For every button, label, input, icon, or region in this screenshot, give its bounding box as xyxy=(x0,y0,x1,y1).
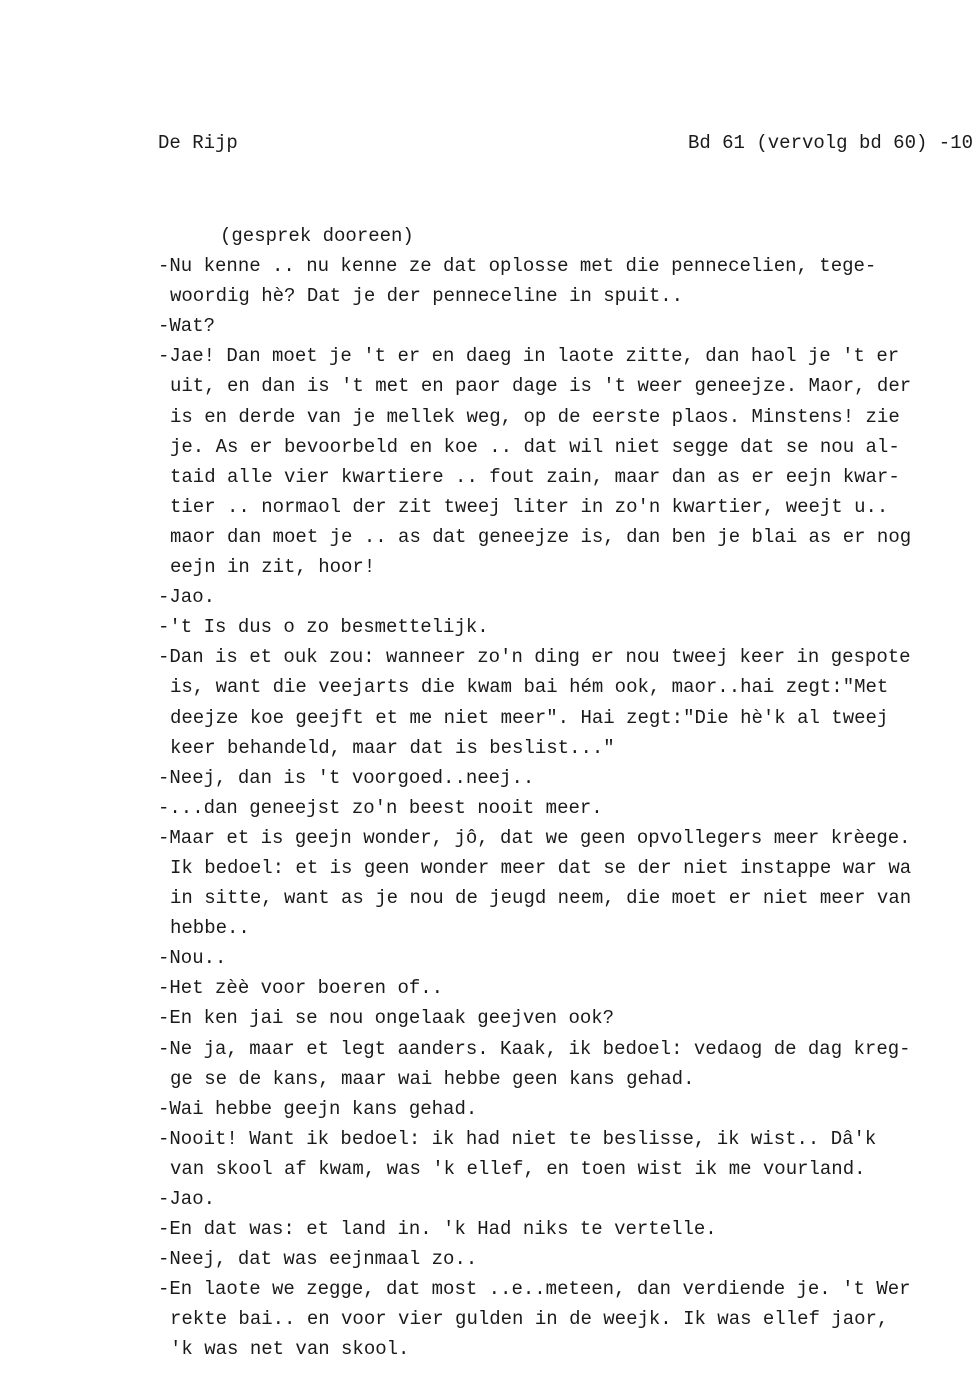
transcript-line: Ik bedoel: et is geen wonder meer dat se der niet instappe war wa xyxy=(170,856,912,879)
transcript-line: -Ne ja, maar et legt aanders. Kaak, ik bedoel: vedaog de dag kreg- xyxy=(158,1037,911,1060)
transcript-line: -Nooit! Want ik bedoel: ik had niet te beslisse, ik wist.. Dâ'k xyxy=(158,1127,877,1150)
transcript-line: -En laote we zegge, dat most ..e..meteen, dan verdiende je. 't Wer xyxy=(158,1278,911,1301)
transcript-line: -Neej, dan is 't voorgoed..neej.. xyxy=(158,766,535,789)
transcript-line: van skool af kwam, was 'k ellef, en toen wist ik me vourland. xyxy=(170,1157,866,1180)
transcript-line: -Neej, dat was eejnmaal zo.. xyxy=(158,1248,478,1271)
transcript-line: is en derde van je mellek weg, op de eerste plaos. Minstens! zie xyxy=(170,405,900,428)
transcript-line: -Maar et is geejn wonder, jô, dat we geen opvollegers meer krèege. xyxy=(158,826,911,849)
place-name: De Rijp xyxy=(158,132,238,154)
transcript-line: taid alle vier kwartiere .. fout zain, maar dan as er eejn kwar- xyxy=(170,465,900,488)
transcript-line: -Jao. xyxy=(158,586,216,609)
transcript-line: eejn in zit, hoor! xyxy=(170,556,376,579)
transcript-line: keer behandeld, maar dat is beslist..." xyxy=(170,736,615,759)
transcript-line: rekte bai.. en voor vier gulden in de weejk. Ik was ellef jaor, xyxy=(170,1308,889,1331)
transcript-line: woordig hè? Dat je der penneceline in spuit.. xyxy=(170,285,684,308)
transcript-line: -'t Is dus o zo besmettelijk. xyxy=(158,616,489,639)
transcript-line: is, want die veejarts die kwam bai hém ook, maor..hai zegt:"Met xyxy=(170,676,889,699)
transcript-body xyxy=(158,221,973,1365)
transcript-line: hebbe.. xyxy=(170,917,250,940)
transcript-line: -En ken jai se nou ongelaak geejven ook? xyxy=(158,1007,615,1030)
transcript-line: -Dan is et ouk zou: wanneer zo'n ding er nou tweej keer in gespote xyxy=(158,646,911,669)
transcript-line: -Jao. xyxy=(158,1188,216,1210)
transcript-line: (gesprek dooreen) xyxy=(220,225,414,247)
transcript-line: je. As er bevoorbeld en koe .. dat wil niet segge dat se nou al- xyxy=(170,435,900,458)
transcript-line: -Nou.. xyxy=(158,947,227,970)
transcript-line: -Wat? xyxy=(158,315,216,338)
transcript-line: maor dan moet je .. as dat geneejze is, dan ben je blai as er nog xyxy=(170,525,912,548)
page-reference: Bd 61 (vervolg bd 60) -10 xyxy=(687,132,973,154)
transcript-line: in sitte, want as je nou de jeugd neem, die moet er niet meer van xyxy=(170,887,912,910)
page-header xyxy=(158,132,973,158)
transcript-line: 'k was net van skool. xyxy=(170,1338,410,1361)
transcript-line: uit, en dan is 't met en paor dage is 't weer geneejze. Maor, der xyxy=(170,375,912,398)
transcript-line: -Nu kenne .. nu kenne ze dat oplosse met die pennecelien, tege- xyxy=(158,255,877,278)
transcript-line: -En dat was: et land in. 'k Had niks te vertelle. xyxy=(158,1218,717,1241)
transcript-line: -Wai hebbe geejn kans gehad. xyxy=(158,1097,478,1120)
transcript-line: tier .. normaol der zit tweej liter in zo'n kwartier, weejt u.. xyxy=(170,495,889,518)
transcript-line: -Jae! Dan moet je 't er en daeg in laote zitte, dan haol je 't er xyxy=(158,345,900,368)
transcript-line: ge se de kans, maar wai hebbe geen kans gehad. xyxy=(170,1067,695,1090)
transcript-line: -Het zèè voor boeren of.. xyxy=(158,977,444,1000)
transcript-line: -...dan geneejst zo'n beest nooit meer. xyxy=(158,796,603,819)
transcript-line: deejze koe geejft et me niet meer". Hai zegt:"Die hè'k al tweej xyxy=(170,706,889,729)
